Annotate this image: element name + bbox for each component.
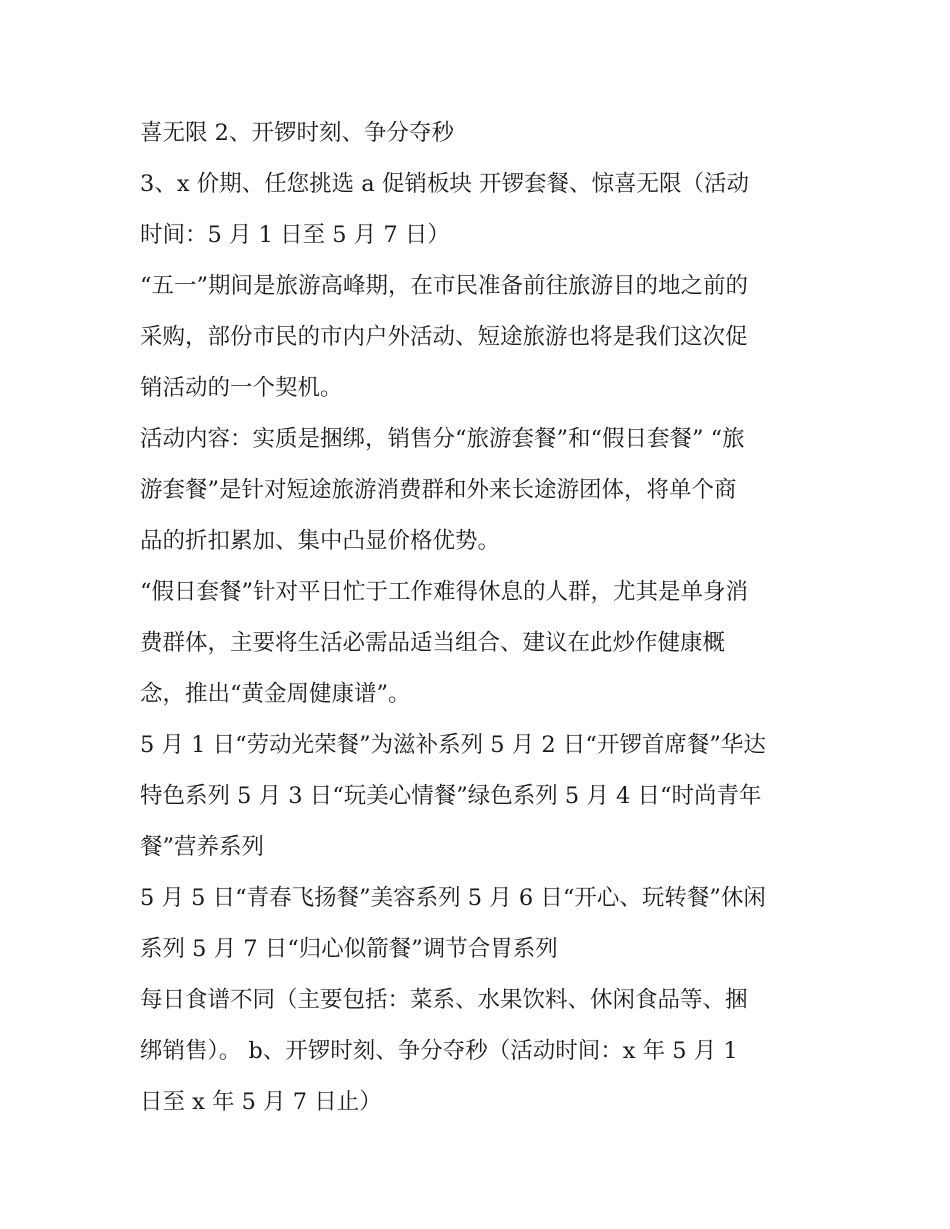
- text-line-14: 特色系列 5 月 3 日“玩美心情餐”绿色系列 5 月 4 日“时尚青年: [140, 783, 762, 809]
- text-line-10: “假日套餐”针对平日忙于工作难得休息的人群，尤其是单身消: [140, 579, 749, 605]
- text-line-15: 餐”营养系列: [140, 834, 265, 860]
- text-line-6: 销活动的一个契机。: [140, 375, 343, 401]
- text-line-3: 时间：5 月 1 日至 5 月 7 日）: [140, 222, 450, 248]
- text-line-12: 念，推出“黄金周健康谱”。: [140, 681, 411, 707]
- text-line-1: 喜无限 2、开锣时刻、争分夺秒: [140, 120, 454, 146]
- text-line-20: 日至 x 年 5 月 7 日止）: [140, 1089, 382, 1115]
- text-line-7: 活动内容：实质是捆绑，销售分“旅游套餐”和“假日套餐” “旅: [140, 426, 745, 452]
- text-line-4: “五一”期间是旅游高峰期，在市民准备前往旅游目的地之前的: [140, 273, 749, 299]
- text-line-9: 品的折扣累加、集中凸显价格优势。: [140, 528, 501, 554]
- text-line-5: 采购，部份市民的市内户外活动、短途旅游也将是我们这次促: [140, 324, 748, 350]
- text-line-17: 系列 5 月 7 日“归心似箭餐”调节合胃系列: [140, 936, 558, 962]
- text-line-19: 绑销售）。 b、开锣时刻、争分夺秒（活动时间：x 年 5 月 1: [140, 1038, 738, 1064]
- text-line-16: 5 月 5 日“青春飞扬餐”美容系列 5 月 6 日“开心、玩转餐”休闲: [140, 885, 766, 911]
- text-line-13: 5 月 1 日“劳动光荣餐”为滋补系列 5 月 2 日“开锣首席餐”华达: [140, 732, 766, 758]
- text-line-2: 3、x 价期、任您挑选 a 促销板块 开锣套餐、惊喜无限（活动: [140, 171, 750, 197]
- text-line-8: 游套餐”是针对短途旅游消费群和外来长途游团体，将单个商: [140, 477, 737, 503]
- text-line-18: 每日食谱不同（主要包括：菜系、水果饮料、休闲食品等、捆: [140, 987, 748, 1013]
- document-body: [140, 108, 820, 1128]
- text-line-11: 费群体，主要将生活必需品适当组合、建议在此炒作健康概: [140, 630, 726, 656]
